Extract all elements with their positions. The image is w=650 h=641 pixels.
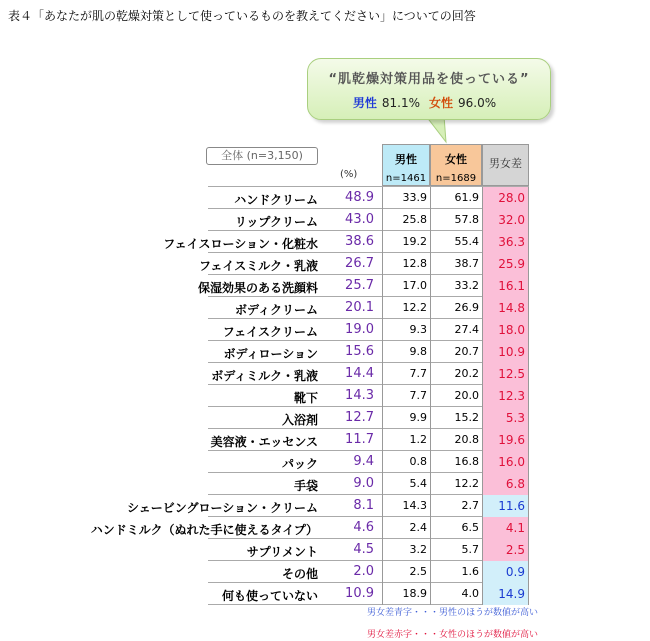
overall-value: 8.1 (353, 498, 374, 513)
overall-value: 2.0 (353, 564, 374, 579)
male-value: 2.5 (382, 561, 430, 583)
female-header (430, 144, 482, 186)
female-value: 57.8 (430, 209, 482, 231)
male-value: 33.9 (382, 187, 430, 209)
table-row (0, 495, 650, 517)
male-value: 1.2 (382, 429, 430, 451)
item-label: ボディミルク・乳液 (211, 369, 318, 383)
diff-value: 14.8 (482, 297, 529, 319)
overall-header: 全体 (n=3,150) (206, 147, 318, 165)
item-label: ボディクリーム (234, 303, 318, 317)
item-label: 入浴剤 (281, 413, 318, 427)
male-header-n: n=1461 (385, 173, 427, 184)
diff-value: 18.0 (482, 319, 529, 341)
item-label: その他 (281, 567, 318, 581)
item-label: 保湿効果のある洗顔料 (197, 281, 318, 295)
male-value: 12.2 (382, 297, 430, 319)
female-value: 20.2 (430, 363, 482, 385)
diff-header: 男女差 (482, 144, 529, 186)
overall-value: 48.9 (345, 190, 374, 205)
header-divider (208, 186, 529, 187)
overall-value: 4.5 (353, 542, 374, 557)
table-row (0, 297, 650, 319)
female-value: 16.8 (430, 451, 482, 473)
overall-value: 15.6 (345, 344, 374, 359)
male-value: 7.7 (382, 385, 430, 407)
diff-value: 12.3 (482, 385, 529, 407)
female-value: 15.2 (430, 407, 482, 429)
male-value: 25.8 (382, 209, 430, 231)
item-label: フェイスローション・化粧水 (163, 237, 318, 251)
diff-value: 4.1 (482, 517, 529, 539)
table-row (0, 517, 650, 539)
page-title: 表４「あなたが肌の乾燥対策として使っているものを教えてください」についての回答 (8, 9, 476, 23)
diff-value: 16.1 (482, 275, 529, 297)
table-row (0, 231, 650, 253)
diff-value: 19.6 (482, 429, 529, 451)
male-value: 9.8 (382, 341, 430, 363)
female-value: 12.2 (430, 473, 482, 495)
table-row (0, 583, 650, 605)
male-value: 2.4 (382, 517, 430, 539)
diff-value: 28.0 (482, 187, 529, 209)
item-label: フェイスミルク・乳液 (198, 259, 318, 273)
male-value: 18.9 (382, 583, 430, 605)
item-label: フェイスクリーム (222, 325, 318, 339)
callout-male-value: 81.1% (381, 96, 420, 110)
item-label: シェービングローション・クリーム (126, 501, 318, 515)
item-label: 靴下 (293, 391, 318, 405)
table-row (0, 363, 650, 385)
male-value: 3.2 (382, 539, 430, 561)
female-value: 6.5 (430, 517, 482, 539)
table-row (0, 275, 650, 297)
overall-value: 9.0 (353, 476, 374, 491)
legend-note-blue: 男女差青字・・・男性のほうが数値が高い (366, 608, 538, 618)
item-label: 手袋 (293, 479, 318, 493)
item-label: パック (281, 457, 318, 471)
overall-value: 25.7 (345, 278, 374, 293)
female-value: 20.0 (430, 385, 482, 407)
table-row (0, 209, 650, 231)
female-value: 26.9 (430, 297, 482, 319)
overall-value: 4.6 (353, 520, 374, 535)
female-value: 55.4 (430, 231, 482, 253)
item-label: ハンドクリーム (234, 193, 318, 207)
item-label: 美容液・エッセンス (210, 435, 318, 449)
table-row (0, 187, 650, 209)
item-label: 何も使っていない (221, 589, 318, 603)
overall-value: 20.1 (345, 300, 374, 315)
overall-value: 11.7 (345, 432, 374, 447)
table-row (0, 341, 650, 363)
overall-value: 12.7 (345, 410, 374, 425)
diff-value: 11.6 (482, 495, 529, 517)
male-value: 0.8 (382, 451, 430, 473)
callout-heading: “肌乾燥対策用品を使っている” (328, 72, 530, 87)
male-value: 9.3 (382, 319, 430, 341)
table-row (0, 539, 650, 561)
overall-value: 26.7 (345, 256, 374, 271)
overall-value: 10.9 (345, 586, 374, 601)
item-label: ハンドミルク（ぬれた手に使えるタイプ） (90, 523, 318, 537)
diff-value: 6.8 (482, 473, 529, 495)
callout-male-label: 男性 (352, 96, 377, 110)
overall-value: 43.0 (345, 212, 374, 227)
callout-female-label: 女性 (429, 96, 454, 110)
overall-value: 14.3 (345, 388, 374, 403)
diff-value: 12.5 (482, 363, 529, 385)
item-label: リップクリーム (234, 215, 318, 229)
legend-note-red: 男女差赤字・・・女性のほうが数値が高い (366, 630, 538, 640)
table-row (0, 385, 650, 407)
callout-female-value: 96.0% (458, 96, 497, 110)
male-value: 17.0 (382, 275, 430, 297)
female-value: 33.2 (430, 275, 482, 297)
female-value: 20.8 (430, 429, 482, 451)
female-value: 27.4 (430, 319, 482, 341)
diff-value: 10.9 (482, 341, 529, 363)
table-row (0, 429, 650, 451)
diff-value: 16.0 (482, 451, 529, 473)
diff-value: 5.3 (482, 407, 529, 429)
male-value: 5.4 (382, 473, 430, 495)
female-value: 5.7 (430, 539, 482, 561)
female-value: 38.7 (430, 253, 482, 275)
table-row (0, 451, 650, 473)
overall-value: 38.6 (345, 234, 374, 249)
female-value: 2.7 (430, 495, 482, 517)
male-value: 7.7 (382, 363, 430, 385)
diff-value: 25.9 (482, 253, 529, 275)
male-value: 12.8 (382, 253, 430, 275)
male-value: 9.9 (382, 407, 430, 429)
female-value: 20.7 (430, 341, 482, 363)
female-value: 4.0 (430, 583, 482, 605)
overall-value: 14.4 (345, 366, 374, 381)
overall-value: 19.0 (345, 322, 374, 337)
overall-value: 9.4 (353, 454, 374, 469)
item-label: ボディローション (223, 347, 318, 361)
table-row (0, 253, 650, 275)
diff-value: 32.0 (482, 209, 529, 231)
diff-value: 36.3 (482, 231, 529, 253)
male-header (382, 144, 430, 186)
diff-value: 0.9 (482, 561, 529, 583)
female-value: 1.6 (430, 561, 482, 583)
female-header-n: n=1689 (435, 173, 477, 184)
table-row (0, 473, 650, 495)
diff-value: 14.9 (482, 583, 529, 605)
male-header-label: 男性 (395, 153, 417, 166)
female-value: 61.9 (430, 187, 482, 209)
table-row (0, 561, 650, 583)
diff-value: 2.5 (482, 539, 529, 561)
item-label: サプリメント (246, 545, 318, 559)
female-header-label: 女性 (445, 153, 467, 166)
male-value: 19.2 (382, 231, 430, 253)
table-row (0, 319, 650, 341)
male-value: 14.3 (382, 495, 430, 517)
percent-unit: (%) (340, 169, 358, 180)
table-row (0, 407, 650, 429)
